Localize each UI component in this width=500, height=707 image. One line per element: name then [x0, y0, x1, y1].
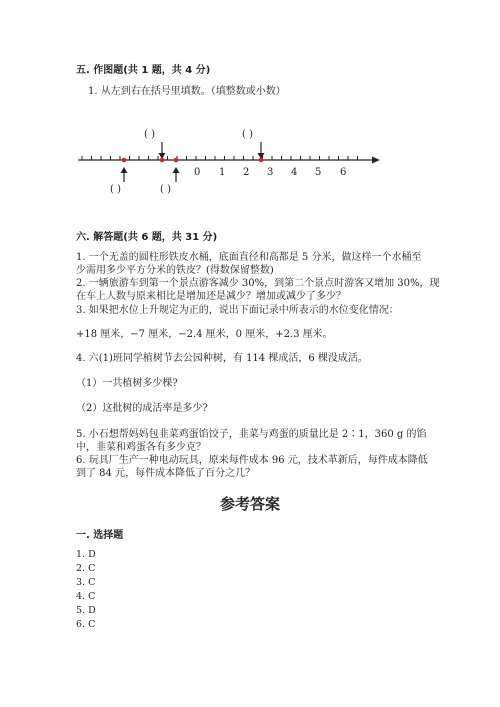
problem-4-sub-2: （2）这批树的成活率是多少?: [76, 403, 208, 414]
problem-4: 4. 六(1)班同学植树节去公园种树，有 114 棵成活，6 棵没成活。: [76, 353, 368, 364]
answer-item: 3. C: [76, 577, 96, 588]
answer-blank-lower-1[interactable]: ( ): [110, 184, 121, 195]
question-5-1: 1. 从左到右在括号里填数。（填整数或小数）: [88, 86, 286, 97]
problem-5-line-2: 中，韭菜和鸡蛋各有多少克？: [76, 442, 206, 453]
answer-item: 5. D: [76, 605, 96, 616]
down-arrow-icon: [159, 142, 166, 159]
problem-4-sub-1: （1）一共植树多少棵?: [76, 378, 178, 389]
tick-label-3: 3: [267, 167, 274, 178]
section5-title: 五. 作图题(共 1 题，共 4 分): [76, 65, 211, 76]
problem-2-line-2: 在车上人数与原来相比是增加还是减少？增加或减少了多少？: [76, 291, 346, 302]
problem-6-line-1: 6. 玩具厂生产一种电动玩具，原来每件成本 96 元，技术革新后，每件成本降低: [76, 455, 428, 466]
problem-2-line-1: 2. 一辆旅游车到第一个景点游客减少 30%，到第二个景点时游客又增加 30%，现: [76, 278, 440, 289]
tick-label-4: 4: [291, 167, 298, 178]
tick-label-0: 0: [194, 167, 201, 178]
answer-item: 4. C: [76, 591, 96, 602]
answer-item: 2. C: [76, 563, 96, 574]
axis-arrow-icon: [372, 157, 380, 164]
tick-label-6: 6: [340, 167, 347, 178]
point-marker: [259, 158, 264, 163]
water-level-records: +18 厘米，−7 厘米，−2.4 厘米，0 厘米，+2.3 厘米。: [76, 329, 333, 340]
problem-1-line-2: 少需用多少平方分米的铁皮？(得数保留整数): [76, 265, 274, 276]
point-marker: [160, 158, 165, 163]
answer-item: 6. C: [76, 619, 96, 630]
tick-label-2: 2: [243, 167, 250, 178]
answer-item: 1. D: [76, 549, 96, 560]
up-arrow-icon: [173, 167, 180, 182]
answers-section-title: 一. 选择题: [76, 530, 124, 541]
answers-title: 参考答案: [219, 495, 280, 513]
problem-6-line-2: 到了 84 元，每件成本降低了百分之几？: [76, 468, 256, 479]
answer-blank-lower-2[interactable]: ( ): [160, 184, 171, 195]
problem-3: 3. 如果把水位上升规定为正的，说出下面记录中所表示的水位变化情况：: [76, 305, 399, 316]
problem-1-line-1: 1. 一个无盖的圆柱形铁皮水桶，底面直径和高都是 5 分米，做这样一个水桶至: [76, 252, 422, 263]
down-arrow-icon: [258, 142, 265, 159]
up-arrow-icon: [121, 167, 128, 182]
point-marker: [174, 158, 179, 163]
number-line-figure: [0, 0, 500, 230]
section6-title: 六. 解答题(共 6 题，共 31 分): [76, 232, 218, 243]
answer-blank-upper-2[interactable]: ( ): [242, 129, 253, 140]
tick-label-1: 1: [219, 167, 226, 178]
answer-blank-upper-1[interactable]: ( ): [144, 129, 155, 140]
tick-label-5: 5: [315, 167, 322, 178]
point-marker: [122, 158, 127, 163]
problem-5-line-1: 5. 小石想帮妈妈包韭菜鸡蛋馅饺子，韭菜与鸡蛋的质量比是 2∶1，360 g 的馅: [76, 429, 427, 440]
